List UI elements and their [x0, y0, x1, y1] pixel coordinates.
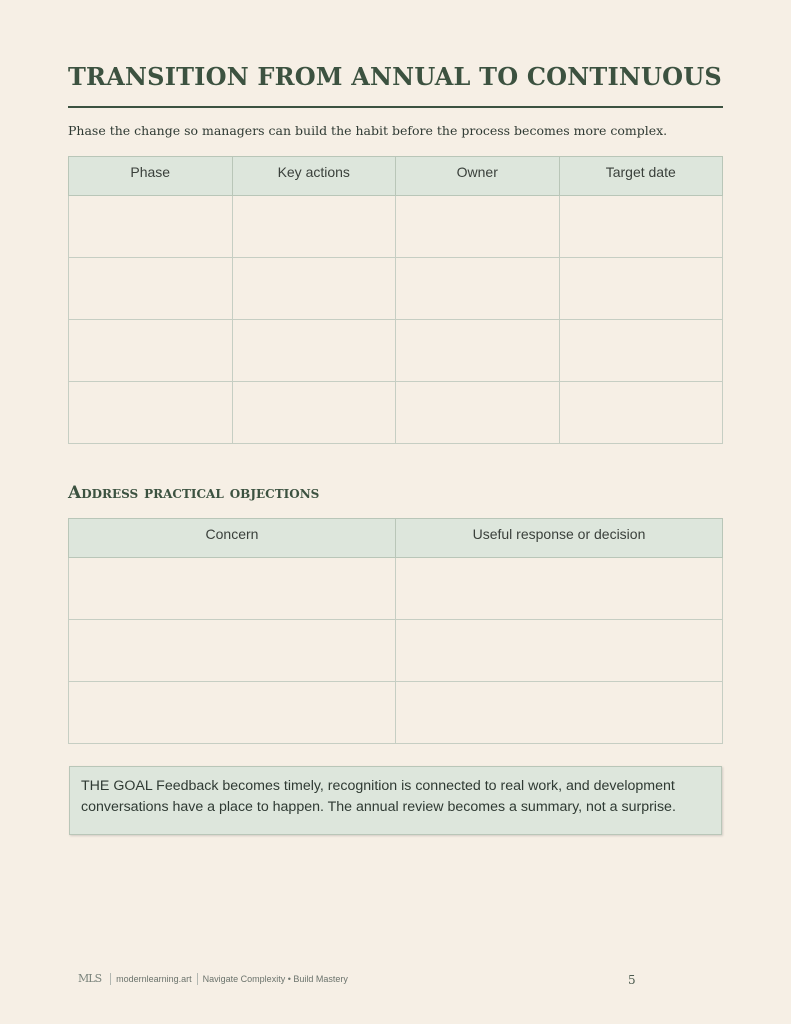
intro-text: Phase the change so managers can build the habit before the process becomes more complex. [68, 123, 668, 138]
concern-cell[interactable] [69, 558, 396, 620]
title-divider [68, 106, 723, 108]
column-header-target-date: Target date [559, 157, 723, 196]
phase-table [68, 156, 723, 444]
key-actions-cell[interactable] [232, 382, 396, 444]
table-row [69, 620, 723, 682]
response-cell[interactable] [396, 620, 723, 682]
column-header-concern: Concern [69, 519, 396, 558]
table-row [69, 558, 723, 620]
goal-text: THE GOAL Feedback becomes timely, recognition is connected to real work, and development conversations have a place to happen. The annual review becomes a summary, not a surprise. [81, 778, 676, 815]
column-header-response: Useful response or decision [396, 519, 723, 558]
footer-divider [197, 973, 198, 985]
target-date-cell[interactable] [559, 320, 723, 382]
owner-cell[interactable] [396, 196, 560, 258]
phase-cell[interactable] [69, 320, 233, 382]
goal-callout [69, 766, 722, 835]
table-header-row [69, 157, 723, 196]
response-cell[interactable] [396, 682, 723, 744]
target-date-cell[interactable] [559, 196, 723, 258]
footer-tagline: Navigate Complexity • Build Mastery [202, 973, 348, 984]
table-row [69, 258, 723, 320]
table-header-row [69, 519, 723, 558]
brand-logo: MLS [78, 972, 102, 985]
table-row [69, 382, 723, 444]
footer [78, 972, 348, 985]
table-row [69, 196, 723, 258]
owner-cell[interactable] [396, 258, 560, 320]
table-row [69, 682, 723, 744]
owner-cell[interactable] [396, 382, 560, 444]
key-actions-cell[interactable] [232, 196, 396, 258]
phase-cell[interactable] [69, 258, 233, 320]
concern-cell[interactable] [69, 682, 396, 744]
target-date-cell[interactable] [559, 382, 723, 444]
page-title: TRANSITION FROM ANNUAL TO CONTINUOUS [68, 62, 722, 91]
response-cell[interactable] [396, 558, 723, 620]
key-actions-cell[interactable] [232, 258, 396, 320]
table-row [69, 320, 723, 382]
owner-cell[interactable] [396, 320, 560, 382]
page-number: 5 [628, 973, 636, 987]
key-actions-cell[interactable] [232, 320, 396, 382]
phase-cell[interactable] [69, 382, 233, 444]
target-date-cell[interactable] [559, 258, 723, 320]
objections-heading: Address practical objections [68, 483, 320, 503]
column-header-key-actions: Key actions [232, 157, 396, 196]
footer-site: modernlearning.art [116, 973, 192, 984]
footer-divider [110, 973, 111, 985]
column-header-phase: Phase [69, 157, 233, 196]
objections-table [68, 518, 723, 744]
column-header-owner: Owner [396, 157, 560, 196]
concern-cell[interactable] [69, 620, 396, 682]
phase-cell[interactable] [69, 196, 233, 258]
